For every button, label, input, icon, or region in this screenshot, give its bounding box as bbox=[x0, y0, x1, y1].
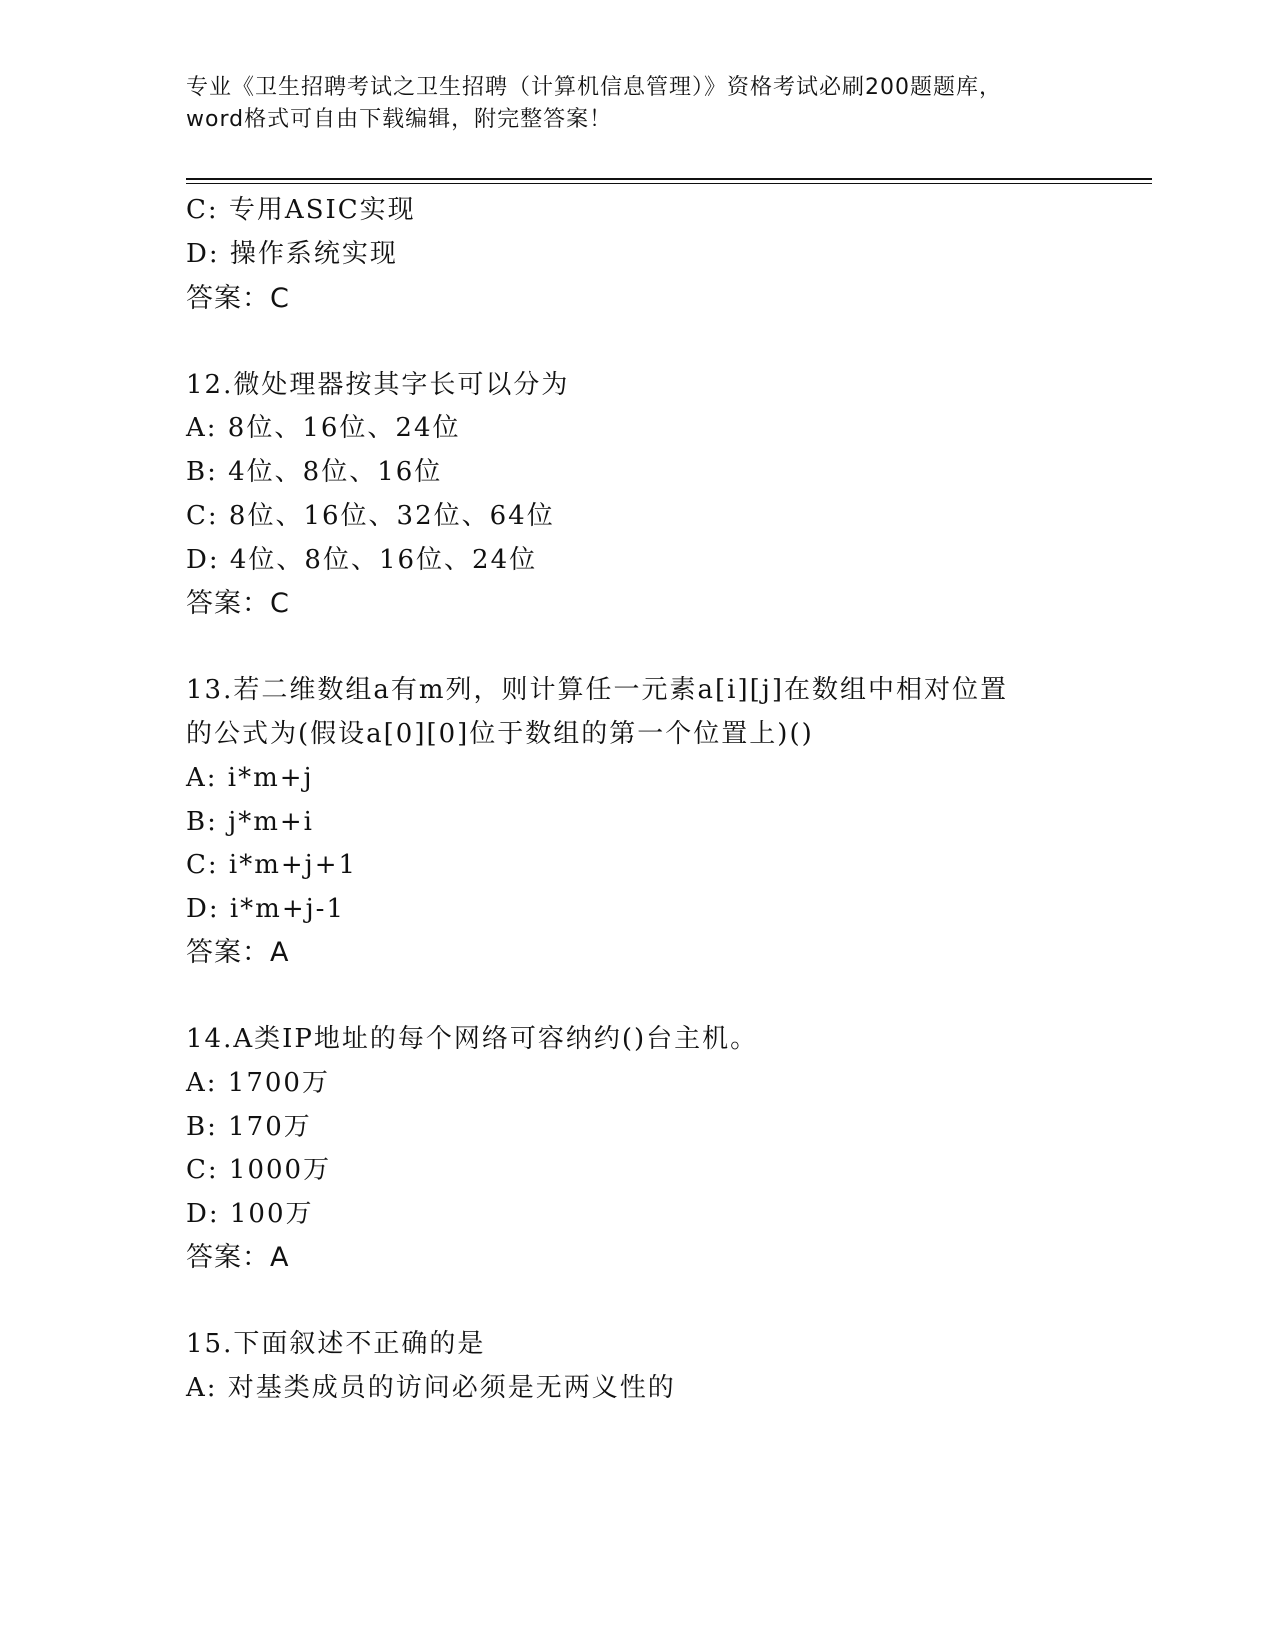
q14-option-d: D: 100万 bbox=[186, 1199, 314, 1229]
header-line-1: 专业《卫生招聘考试之卫生招聘（计算机信息管理）》资格考试必刷200题题库， bbox=[186, 75, 1002, 100]
question-14: 14.A类IP地址的每个网络可容纳约()台主机。 bbox=[186, 1024, 759, 1054]
document-header bbox=[186, 72, 1106, 136]
question-13-line-2: 的公式为(假设a[0][0]位于数组的第一个位置上)() bbox=[186, 719, 814, 749]
q13-option-b: B: j*m+i bbox=[186, 807, 314, 837]
q13-option-c: C: i*m+j+1 bbox=[186, 850, 358, 880]
q12-option-b: B: 4位、8位、16位 bbox=[186, 457, 443, 487]
question-13-line-1: 13.若二维数组a有m列，则计算任一元素a[i][j]在数组中相对位置 bbox=[186, 675, 1008, 705]
option-c: C: 专用ASIC实现 bbox=[186, 195, 416, 225]
header-rule-thick bbox=[186, 178, 1152, 180]
option-d: D: 操作系统实现 bbox=[186, 239, 398, 269]
q12-option-d: D: 4位、8位、16位、24位 bbox=[186, 545, 538, 575]
q14-option-b: B: 170万 bbox=[186, 1112, 312, 1142]
q12-option-a: A: 8位、16位、24位 bbox=[186, 413, 461, 443]
answer-line: 答案：C bbox=[186, 283, 290, 314]
header-rule-thin bbox=[186, 183, 1152, 184]
q15-option-a: A: 对基类成员的访问必须是无两义性的 bbox=[186, 1373, 676, 1403]
q12-answer: 答案：C bbox=[186, 588, 290, 619]
q13-answer: 答案：A bbox=[186, 937, 290, 968]
q14-option-a: A: 1700万 bbox=[186, 1068, 330, 1098]
q13-option-d: D: i*m+j-1 bbox=[186, 894, 346, 924]
q14-answer: 答案：A bbox=[186, 1242, 290, 1273]
q13-option-a: A: i*m+j bbox=[186, 763, 314, 793]
header-line-2: word格式可自由下载编辑，附完整答案！ bbox=[186, 107, 613, 132]
q12-option-c: C: 8位、16位、32位、64位 bbox=[186, 501, 555, 531]
question-12: 12.微处理器按其字长可以分为 bbox=[186, 370, 570, 400]
question-15: 15.下面叙述不正确的是 bbox=[186, 1329, 486, 1359]
q14-option-c: C: 1000万 bbox=[186, 1155, 332, 1185]
